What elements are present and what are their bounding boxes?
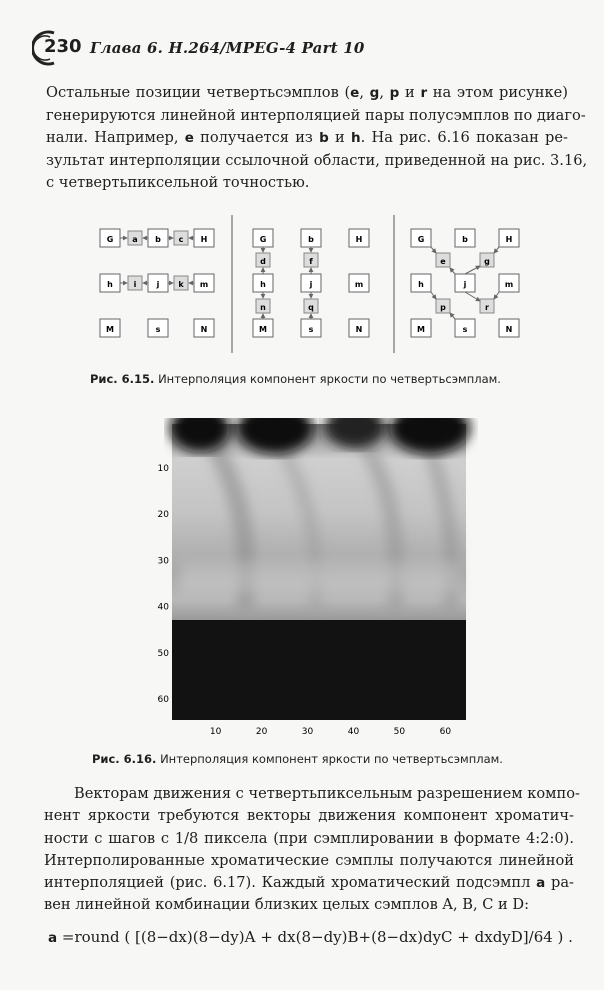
caption-text: Интерполяция компонент яркости по четвертьсэмплам. [158,372,501,386]
sample-label: j [309,280,313,289]
sample-label: j [156,280,160,289]
sample-label: H [355,235,363,244]
sample-label: N [200,325,208,334]
sample-label: s [462,325,468,334]
text-line: ности с шагов с 1/8 пиксела (при сэмплировании в формате 4:2:0). [44,829,574,847]
text-line: вен линейной комбинации близких целых сэмплов A, B, C и D: [44,896,530,914]
text-line: нент яркости требуются векторы движения компонент хроматич- [44,807,574,825]
sample-label: b [462,235,468,244]
page-number: 230 [44,36,82,57]
formula-body: =round ( [(8−dx)(8−dy)A + dx(8−dy)B+(8−dx)dyC + dxdyD]/64 ) . [61,928,573,946]
y-tick-label: 40 [157,602,169,613]
sample-label: p [440,303,446,312]
text-line: с четвертьпиксельной точностью. [46,174,310,192]
x-tick-label: 40 [347,727,360,737]
caption-label: Рис. 6.16. [92,752,157,766]
sample-label: b [308,235,314,244]
figure-6-15-caption [90,372,501,386]
sample-label: i [133,280,137,289]
x-tick-label: 20 [255,727,268,737]
sample-label: M [106,325,114,334]
sample-label: j [463,280,467,289]
sample-label: m [199,280,209,289]
sample-label: N [355,325,363,334]
running-title: Глава 6. H.264/MPEG-4 Part 10 [90,39,365,57]
text-line: зультат интерполяции ссылочной области, приведенной на рис. 3.16, [46,151,588,169]
figure-6-15-diagram [88,215,520,353]
caption-text: Интерполяция компонент яркости по четвертьсэмплам. [160,752,503,766]
x-tick-label: 50 [393,727,406,737]
x-tick-label: 10 [209,727,222,737]
y-tick-label: 50 [157,648,169,659]
panel-1 [100,229,214,337]
y-tick-label: 30 [157,556,169,567]
sample-label: n [260,303,266,312]
sample-label: H [505,235,513,244]
paragraph-1 [46,82,588,195]
sample-label: G [259,235,267,244]
sample-label: r [485,303,489,312]
x-tick-label: 30 [301,727,314,737]
figure-6-16-caption [92,752,503,766]
sample-label: N [505,325,513,334]
sample-label: s [308,325,314,334]
sample-label: m [354,280,364,289]
sample-label: H [200,235,208,244]
caption-label: Рис. 6.15. [90,372,155,386]
formula [48,928,573,946]
y-tick-label: 60 [157,695,169,706]
sample-label: G [106,235,114,244]
formula-lhs: a [48,930,58,946]
text-line: Интерполированные хроматические сэмплы получаются линейной [44,851,574,869]
sample-label: b [155,235,161,244]
page-header [32,30,365,64]
panel-3 [411,229,519,337]
dark-band [172,620,466,720]
sample-label: f [309,257,313,266]
sample-label: g [484,257,490,266]
heatmap-image [170,418,470,720]
text-line: генерируются линейной интерполяцией пары полусэмплов по диаго- [46,106,586,124]
sample-label: m [504,280,514,289]
figure-6-16-heatmap [150,418,480,738]
sample-label: h [418,280,424,289]
y-tick-label: 10 [157,463,169,474]
sample-label: e [440,257,446,266]
sample-label: s [155,325,161,334]
sample-label: M [259,325,267,334]
sample-label: d [260,257,266,266]
sample-label: G [417,235,425,244]
sample-label: h [107,280,113,289]
text-line: нали. Например, e получается из b и h. На рис. 6.16 показан ре- [46,129,568,147]
x-tick-label: 60 [439,727,452,737]
sample-label: k [178,280,184,289]
text-line: интерполяцией (рис. 6.17). Каждый хроматический подсэмпл a ра- [44,874,574,892]
sample-label: a [132,235,138,244]
panel-2 [253,229,369,337]
sample-label: q [308,303,314,312]
text-line: Остальные позиции четвертьсэмплов (e, g, p и r на этом рисунке) [46,84,568,101]
paragraph-2 [44,783,580,917]
sample-label: c [178,235,184,244]
text-line: Векторам движения с четвертьпиксельным разрешением компо- [74,785,580,802]
y-tick-label: 20 [157,510,169,521]
sample-label: M [417,325,425,334]
sample-label: h [260,280,266,289]
